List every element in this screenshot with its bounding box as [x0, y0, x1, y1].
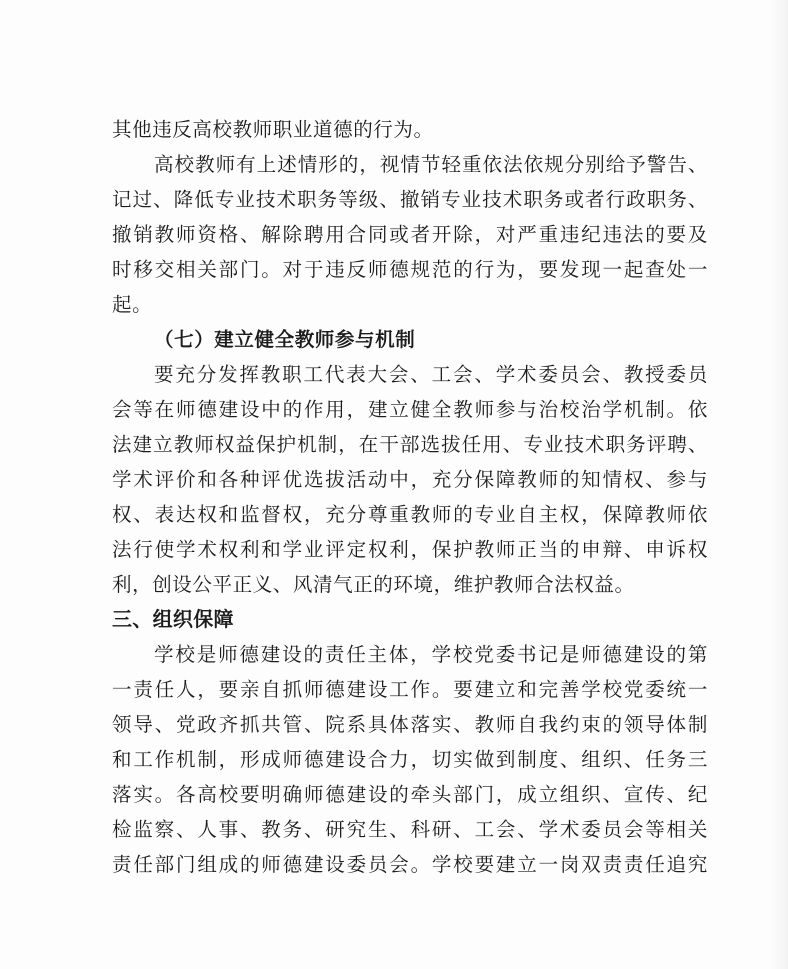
section-subheading: （七）建立健全教师参与机制 [154, 328, 416, 351]
text-line: 高校教师有上述情形的，视情节轻重依法依规分别给予警告、 [154, 153, 708, 176]
text-line: 落实。各高校要明确师德建设的牵头部门，成立组织、宣传、纪 [112, 783, 708, 806]
section-heading: 三、组织保障 [112, 607, 234, 631]
text-line: 记过、降低专业技术职务等级、撤销专业技术职务或者行政职务、 [112, 188, 708, 211]
text-line: 起。 [112, 293, 153, 316]
text-line: 一责任人，要亲自抓师德建设工作。要建立和完善学校党委统一 [112, 678, 708, 701]
text-line: 会等在师德建设中的作用，建立健全教师参与治校治学机制。依 [112, 398, 708, 421]
text-line: 和工作机制，形成师德建设合力，切实做到制度、组织、任务三 [112, 748, 708, 771]
text-line: 法行使学术权利和学业评定权利，保护教师正当的申辩、申诉权 [112, 538, 708, 561]
text-line: 时移交相关部门。对于违反师德规范的行为，要发现一起查处一 [112, 258, 708, 281]
text-line: 检监察、人事、教务、研究生、科研、工会、学术委员会等相关 [112, 818, 708, 841]
text-line: 领导、党政齐抓共管、院系具体落实、教师自我约束的领导体制 [112, 713, 708, 736]
text-line: 法建立教师权益保护机制，在干部选拔任用、专业技术职务评聘、 [112, 433, 708, 456]
page-edge-shadow [770, 0, 788, 969]
text-line: 学术评价和各种评优选拔活动中，充分保障教师的知情权、参与 [112, 468, 708, 491]
text-line: 其他违反高校教师职业道德的行为。 [112, 118, 434, 141]
document-body [112, 112, 708, 882]
text-line: 要充分发挥教职工代表大会、工会、学术委员会、教授委员 [154, 363, 708, 386]
text-line: 利，创设公平正义、风清气正的环境，维护教师合法权益。 [112, 573, 635, 596]
text-line: 责任部门组成的师德建设委员会。学校要建立一岗双责责任追究 [112, 853, 708, 876]
text-line: 撤销教师资格、解除聘用合同或者开除，对严重违纪违法的要及 [112, 223, 708, 246]
text-line: 学校是师德建设的责任主体，学校党委书记是师德建设的第 [154, 643, 708, 666]
text-line: 权、表达权和监督权，充分尊重教师的专业自主权，保障教师依 [112, 503, 708, 526]
